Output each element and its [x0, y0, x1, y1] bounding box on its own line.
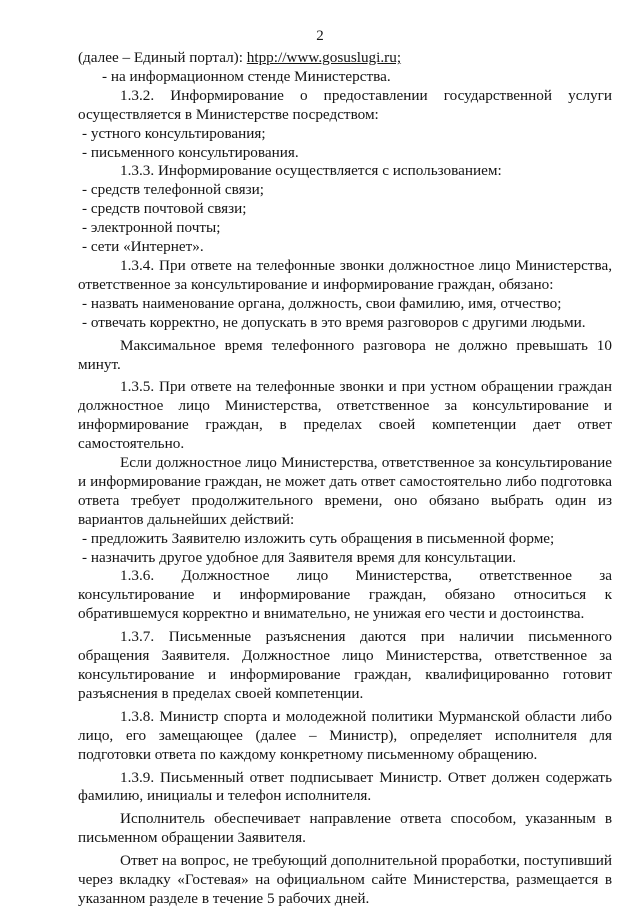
paragraph: [78, 314, 612, 333]
paragraph: [78, 530, 612, 549]
paragraph-text: 1.3.8. Министр спорта и молодежной политики Мурманской области либо лицо, его замещающее (далее – Министр), определяет исполнителя для подготовки ответа по каждому конкретному письменному обращению.: [78, 707, 612, 763]
paragraph-text: Если должностное лицо Министерства, ответственное за консультирование и информирование граждан, не может дать ответ самостоятельно либо подготовка ответа требует продолжительного времени, оно обязано выбрать один из вариантов дальнейших действий:: [78, 454, 612, 528]
paragraph-text: 1.3.2. Информирование о предоставлении государственной услуги осуществляется в Министерстве посредством:: [78, 86, 612, 123]
paragraph: [78, 238, 612, 257]
paragraph: [78, 567, 612, 624]
paragraph: [78, 125, 612, 144]
page-number: 2: [316, 28, 324, 44]
document-body: [78, 49, 612, 909]
paragraph: [78, 852, 612, 909]
paragraph-text: 1.3.7. Письменные разъяснения даются при наличии письменного обращения Заявителя. Должностное лицо Министерства, ответственное за консультирование и информирование граждан, квалифицированно готовит разъяснения в пределах своей компетенции.: [78, 628, 612, 702]
paragraph-text: - назвать наименование органа, должность, свои фамилию, имя, отчество;: [82, 294, 562, 312]
paragraph-text: - устного консультирования;: [82, 124, 266, 142]
paragraph: [78, 810, 612, 848]
paragraph-text: - электронной почты;: [82, 219, 221, 237]
paragraph-text: - на информационном стенде Министерства.: [102, 67, 391, 85]
paragraph: [78, 49, 612, 68]
paragraph-text: - отвечать корректно, не допускать в это время разговоров с другими людьми.: [82, 313, 586, 331]
paragraph-text: Исполнитель обеспечивает направление ответа способом, указанным в письменном обращении Заявителя.: [78, 810, 612, 847]
paragraph: [78, 295, 612, 314]
portal-link[interactable]: htpp://www.gosuslugi.ru;: [246, 49, 402, 66]
paragraph-text: - средств почтовой связи;: [82, 200, 247, 218]
paragraph: [78, 378, 612, 454]
paragraph-text: - средств телефонной связи;: [82, 181, 264, 199]
paragraph-text: (далее – Единый портал):: [78, 49, 247, 66]
paragraph: [78, 162, 612, 181]
paragraph: [78, 628, 612, 704]
paragraph-text: Ответ на вопрос, не требующий дополнительной проработки, поступивший через вкладку «Гостевая» на официальном сайте Министерства, размещается в указанном разделе в течение 5 рабочих дней.: [78, 852, 612, 907]
paragraph-text: 1.3.5. При ответе на телефонные звонки и при устном обращении граждан должностное лицо Министерства, ответственное за консультирование и информирование граждан, в пределах своей компетенции дает ответ самостоятельно.: [78, 378, 612, 453]
paragraph-text: 1.3.4. При ответе на телефонные звонки должностное лицо Министерства, ответственное за консультирование и информирование граждан, обязано:: [78, 256, 612, 293]
paragraph-text: Максимальное время телефонного разговора не должно превышать 10 минут.: [78, 336, 612, 373]
paragraph: [78, 68, 612, 87]
paragraph-text: - предложить Заявителю изложить суть обращения в письменной форме;: [82, 529, 555, 547]
paragraph-text: - сети «Интернет».: [82, 238, 204, 256]
paragraph: [78, 769, 612, 807]
paragraph: [78, 337, 612, 375]
paragraph: [78, 87, 612, 125]
paragraph-text: - назначить другое удобное для Заявителя время для консультации.: [82, 548, 517, 566]
paragraph-text: 1.3.6. Должностное лицо Министерства, ответственное за консультирование и информирование граждан, обязано относиться к обратившемуся корректно и внимательно, не унижая его чести и достоинства.: [78, 567, 612, 623]
paragraph: [78, 454, 612, 530]
paragraph-text: - письменного консультирования.: [82, 143, 299, 161]
paragraph-text: 1.3.9. Письменный ответ подписывает Министр. Ответ должен содержать фамилию, инициалы и телефон исполнителя.: [78, 768, 612, 805]
paragraph: [78, 257, 612, 295]
paragraph: [78, 181, 612, 200]
paragraph: [78, 200, 612, 219]
paragraph: [78, 549, 612, 568]
paragraph-text: 1.3.3. Информирование осуществляется с использованием:: [120, 162, 502, 180]
paragraph: [78, 144, 612, 163]
paragraph: [78, 219, 612, 238]
paragraph: [78, 708, 612, 765]
